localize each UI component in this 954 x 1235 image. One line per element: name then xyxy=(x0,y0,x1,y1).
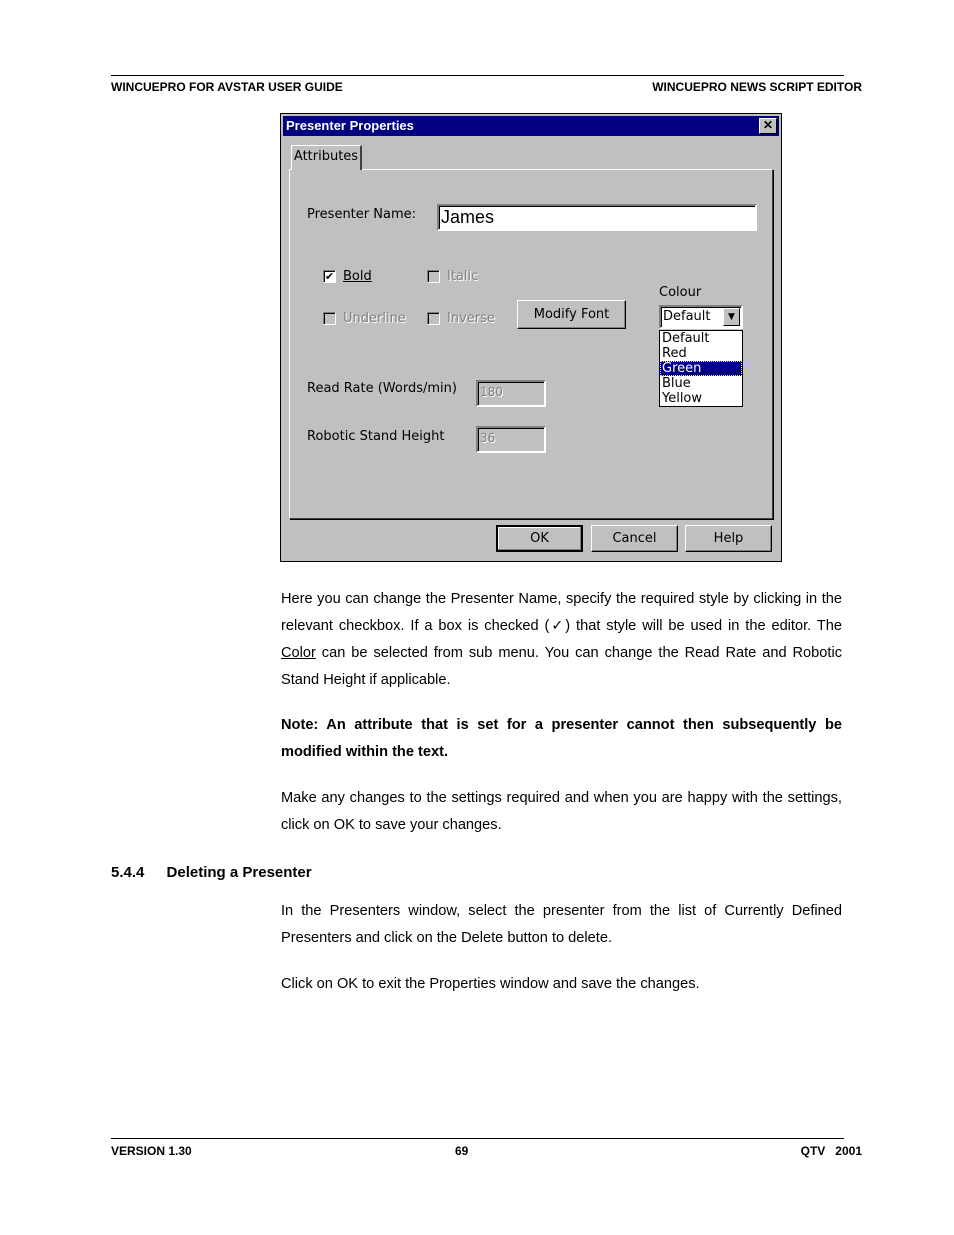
stand-height-input[interactable] xyxy=(476,426,546,453)
read-rate-input[interactable] xyxy=(476,380,546,407)
delete-paragraph: In the Presenters window, select the presenter from the list of Currently Defined Presenters and click on the Delete button to delete. xyxy=(281,903,842,946)
italic-label: Italic xyxy=(447,269,479,284)
read-rate-label: Read Rate (Words/min) xyxy=(307,381,457,396)
stand-height-value: 36 xyxy=(480,431,496,445)
inverse-checkbox[interactable] xyxy=(427,312,440,325)
footer-rule xyxy=(111,1138,844,1139)
colour-option[interactable]: Yellow xyxy=(662,391,703,406)
header-right: WINCUEPRO NEWS SCRIPT EDITOR xyxy=(652,80,862,94)
note-paragraph: Note: An attribute that is set for a presenter cannot then subsequently be modified within the text. xyxy=(281,717,842,760)
page-number: 69 xyxy=(455,1144,469,1158)
inverse-label: Inverse xyxy=(447,311,495,326)
section-number: 5.4.4 xyxy=(111,864,145,881)
header-rule xyxy=(111,75,844,76)
bold-label: Bold xyxy=(343,269,372,284)
close-icon: ✕ xyxy=(762,118,774,132)
header-left: WINCUEPRO FOR AVSTAR USER GUIDE xyxy=(111,80,343,94)
presenter-name-label: Presenter Name: xyxy=(307,207,416,222)
presenter-name-value: James xyxy=(441,207,495,227)
dialog-title: Presenter Properties xyxy=(286,118,414,133)
colour-selected-value: Default xyxy=(663,309,711,324)
ok-button[interactable]: OK xyxy=(496,525,583,552)
section-heading xyxy=(111,864,312,881)
exit-paragraph: Click on OK to exit the Properties window and save the changes. xyxy=(281,976,700,992)
changes-paragraph: Make any changes to the settings required and when you are happy with the settings, click on OK to save your changes. xyxy=(281,790,842,833)
colour-option[interactable]: Default xyxy=(662,331,710,346)
colour-label: Colour xyxy=(659,285,702,300)
colour-select[interactable] xyxy=(659,305,743,329)
underline-label: Underline xyxy=(343,311,406,326)
dropdown-arrow-button[interactable] xyxy=(723,308,740,326)
italic-checkbox[interactable] xyxy=(427,270,440,283)
intro-text-a: Here you can change the Presenter Name, specify the required style by clicking in the relevant checkbox. If a box is checked (✓) that style will be used in the editor. The xyxy=(281,591,842,634)
help-button[interactable]: Help xyxy=(685,525,772,552)
check-icon: ✔ xyxy=(324,270,335,283)
section-title: Deleting a Presenter xyxy=(166,864,312,881)
close-button[interactable] xyxy=(759,118,777,134)
presenter-name-input[interactable] xyxy=(437,204,757,231)
intro-paragraph xyxy=(281,586,842,694)
color-link: Color xyxy=(281,645,316,661)
underline-checkbox[interactable] xyxy=(323,312,336,325)
bold-checkbox[interactable] xyxy=(323,270,336,283)
dialog-titlebar xyxy=(283,116,779,136)
tab-attributes[interactable]: Attributes xyxy=(291,145,362,170)
colour-options-list xyxy=(659,330,743,407)
footer-version: VERSION 1.30 xyxy=(111,1144,192,1158)
chevron-down-icon: ▼ xyxy=(728,312,735,322)
presenter-properties-dialog xyxy=(280,113,782,562)
colour-option[interactable]: Red xyxy=(662,346,687,361)
modify-font-button[interactable]: Modify Font xyxy=(517,300,626,329)
stand-height-label: Robotic Stand Height xyxy=(307,429,445,444)
colour-option[interactable]: Blue xyxy=(662,376,691,391)
intro-text-b: can be selected from sub menu. You can change the Read Rate and Robotic Stand Height if applicable. xyxy=(281,645,842,688)
cancel-button[interactable]: Cancel xyxy=(591,525,678,552)
colour-option-selected[interactable]: Green xyxy=(660,361,742,376)
read-rate-value: 180 xyxy=(480,385,503,399)
footer-right: QTV 2001 xyxy=(800,1144,862,1158)
